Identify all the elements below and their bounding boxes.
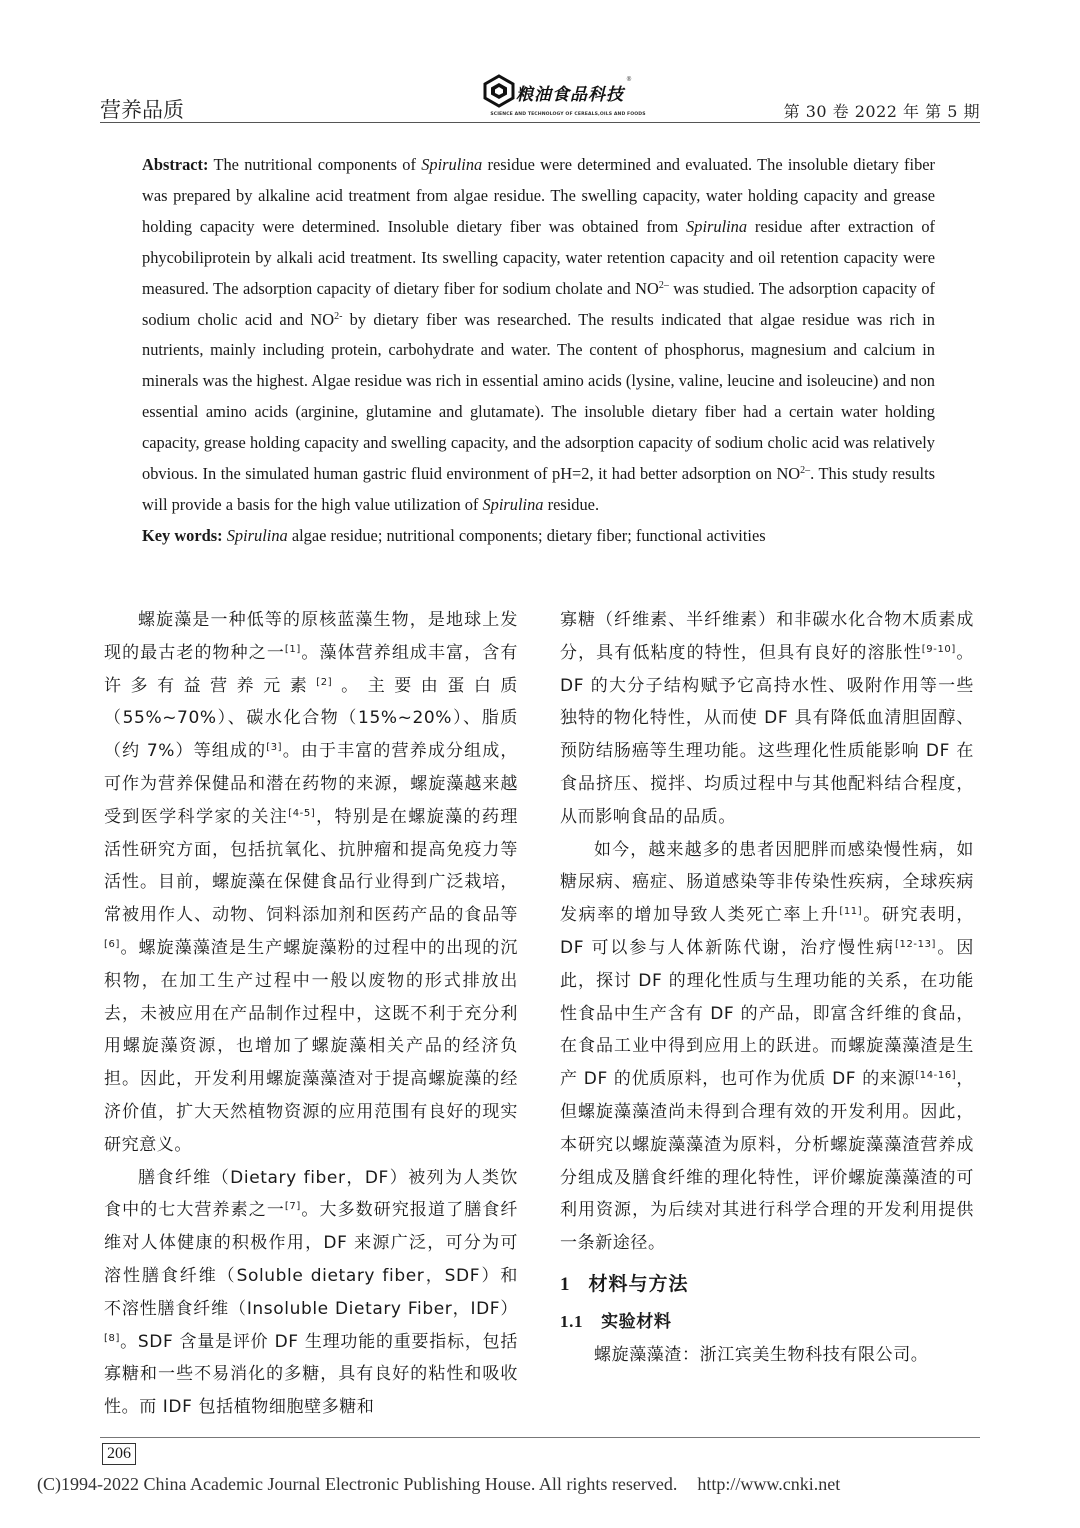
text-run: ，特别是在螺旋藻的药理活性研究方面，包括抗氧化、抗肿瘤和提高免疫力等活性。目前，螺旋藻在保健食品行业得到广泛栽培，常被用作人、动物、饲料添加剂和医药产品的食品等 [104, 806, 518, 926]
abstract-text [142, 150, 935, 521]
section-title: 材料与方法 [588, 1272, 689, 1295]
abstract-label: Abstract: [142, 155, 209, 174]
citation: [1] [284, 643, 301, 655]
abstract-superscript: 2– [658, 279, 669, 291]
text-run: 。由于丰富的营养成分组成，可作为营养保健品和潜在药物的来源，螺旋藻越来越受到医学科学家的关注 [104, 741, 518, 827]
text-run: ，但螺旋藻藻渣尚未得到合理有效的开发利用。因此，本研究以螺旋藻藻渣为原料，分析螺旋藻藻渣营养成分组成及膳食纤维的理化特性，评价螺旋藻藻渣的可利用资源，为后续对其进行科学合理的开发利用提供一条新途径。 [560, 1069, 974, 1254]
abstract-block [142, 150, 935, 552]
keywords-label: Key words: [142, 525, 223, 545]
journal-subtitle: SCIENCE AND TECHNOLOGY OF CEREALS,OILS AND FOODS [490, 112, 646, 117]
keywords-species: Spirulina [226, 525, 288, 545]
subsection-number: 1.1 [560, 1311, 584, 1331]
abstract-segment: was studied. The adsorption capacity of sodium cholic acid and NO [142, 278, 935, 329]
page-number: 206 [102, 1443, 136, 1465]
paragraph [560, 834, 974, 1260]
issue-info: 第 30 卷 2022 年 第 5 期 [783, 102, 980, 121]
section-heading [560, 1268, 974, 1302]
paragraph [104, 1162, 518, 1424]
citation: [4-5] [288, 807, 316, 819]
text-run: 。主要由蛋白质（55%~70%）、碳水化合物（15%~20%）、脂质（约 7%）等组成的 [104, 675, 518, 762]
abstract-segment: residue after extraction of phycobiliprotein by alkali acid treatment. Its swelling capacity, water retention capacity and oil retention capacity were measured. The adsorption capacity of dietary fiber for sodium cholate and NO [142, 216, 935, 298]
text-run: 。螺旋藻藻渣是生产螺旋藻粉的过程中的出现的沉积物，在加工生产过程中一般以废物的形式排放出去，未被应用在产品制作过程中，这既不利于充分利用螺旋藻资源，也增加了螺旋藻相关产品的经济负担。因此，开发利用螺旋藻藻渣对于提高螺旋藻的经济价值，扩大天然植物资源的应用范围有良好的现实研究意义。 [104, 937, 518, 1155]
citation: [14-16] [915, 1070, 957, 1082]
copyright-line [37, 1474, 840, 1495]
paragraph [560, 604, 974, 834]
text-run: 膳食纤维（Dietary fiber，DF）被列为人类饮食中的七大营养素之一 [104, 1167, 518, 1221]
text-run: 螺旋藻是一种低等的原核蓝藻生物，是地球上发现的最古老的物种之一 [104, 610, 518, 663]
citation: [7] [284, 1201, 301, 1213]
section-name: 营养品质 [100, 98, 184, 122]
journal-logo-text: 粮油食品科技 [516, 85, 624, 105]
citation: [8] [104, 1332, 120, 1344]
journal-logo-registered: ® [626, 76, 632, 83]
running-header [100, 66, 980, 123]
text-run: 寡糖（纤维素、半纤维素）和非碳水化合物木质素成分，具有低粘度的特性，但具有良好的溶胀性 [560, 610, 974, 663]
cnki-link[interactable]: http://www.cnki.net [697, 1474, 841, 1494]
keywords [142, 521, 935, 552]
body-column-left [104, 604, 518, 1424]
abstract-species: Spirulina [482, 494, 544, 514]
text-run: 。SDF 含量是评价 DF 生理功能的重要指标，包括寡糖和一些不易消化的多糖，具有良好的粘性和吸收性。而 IDF 包括植物细胞壁多糖和 [104, 1331, 518, 1418]
text-run: 。研究表明，DF 可以参与人体新陈代谢，治疗慢性病 [560, 905, 974, 958]
journal-logo [468, 72, 668, 122]
abstract-segment: by dietary fiber was researched. The results indicated that algae residue was rich in nutrients, mainly including protein, carbohydrate and water. The content of phosphorus, magnesium and calcium in minerals was the highest. Algae residue was rich in essential amino acids (lysine, valine, leucine and isoleucine) and non essential amino acids (arginine, glutamine and glutamate). The insoluble dietary fiber had a certain water holding capacity, grease holding capacity and swelling capacity, and the adsorption capacity of sodium cholic acid was relatively obvious. In the simulated human gastric fluid environment of pH=2, it had better adsorption on NO [142, 309, 935, 484]
copyright-text: (C)1994-2022 China Academic Journal Electronic Publishing House. All rights reserved. [37, 1474, 678, 1494]
paragraph [104, 604, 518, 1162]
text-run: 。因此，探讨 DF 的理化性质与生理功能的关系，在功能性食品中生产含有 DF 的产品，即富含纤维的食品，在食品工业中得到应用上的跃进。而螺旋藻藻渣是生产 DF 的优质原料，也可作为优质 DF 的来源 [560, 937, 975, 1090]
abstract-segment: . This study results will provide a basis for the high value utilization of [142, 464, 936, 514]
citation: [2] [316, 676, 333, 688]
footer-rule [100, 1437, 980, 1438]
section-number: 1 [560, 1273, 571, 1295]
abstract-segment: residue were determined and evaluated. The insoluble dietary fiber was prepared by alkaline acid treatment from algae residue. The swelling capacity, water holding capacity and grease holding capacity were determined. Insoluble dietary fiber was obtained from [142, 155, 935, 236]
abstract-superscript: 2- [334, 310, 343, 322]
citation: [9-10] [921, 643, 956, 655]
citation: [11] [839, 906, 863, 918]
keywords-segment: algae residue; nutritional components; dietary fiber; functional activities [287, 525, 766, 545]
abstract-superscript: 2– [800, 465, 811, 477]
paragraph: 螺旋藻藻渣：浙江宾美生物科技有限公司。 [594, 1344, 929, 1365]
abstract-segment: residue. [543, 494, 600, 514]
citation: [6] [104, 938, 120, 950]
citation: [12-13] [895, 938, 937, 950]
text-run: 。大多数研究报道了膳食纤维对人体健康的积极作用，DF 来源广泛，可分为可溶性膳食纤维（Soluble dietary fiber，SDF）和不溶性膳食纤维（Insoluble Dietary Fiber，IDF） [104, 1200, 518, 1319]
text-run: 。DF 的大分子结构赋予它高持水性、吸附作用等一些独特的物化特性，从而使 DF 具有降低血清胆固醇、预防结肠癌等生理功能。这些理化性质能影响 DF 在食品挤压、搅拌、均质过程中与其他配料结合程度，从而影响食品的品质。 [560, 642, 974, 827]
body-column-right [560, 604, 974, 1371]
text-run: 。藻体营养组成丰富，含有许多有益营养元素 [104, 642, 518, 696]
journal-logo-icon [482, 74, 516, 108]
abstract-segment: The nutritional components of [208, 155, 422, 174]
subsection-heading [560, 1306, 974, 1339]
text-run: 如今，越来越多的患者因肥胖而感染慢性病，如糖尿病、癌症、肠道感染等非传染性疾病，全球疾病发病率的增加导致人类死亡率上升 [560, 839, 974, 926]
abstract-species: Spirulina [686, 216, 748, 236]
subsection-title: 实验材料 [601, 1311, 672, 1332]
citation: [3] [266, 742, 283, 754]
abstract-species: Spirulina [421, 155, 483, 174]
